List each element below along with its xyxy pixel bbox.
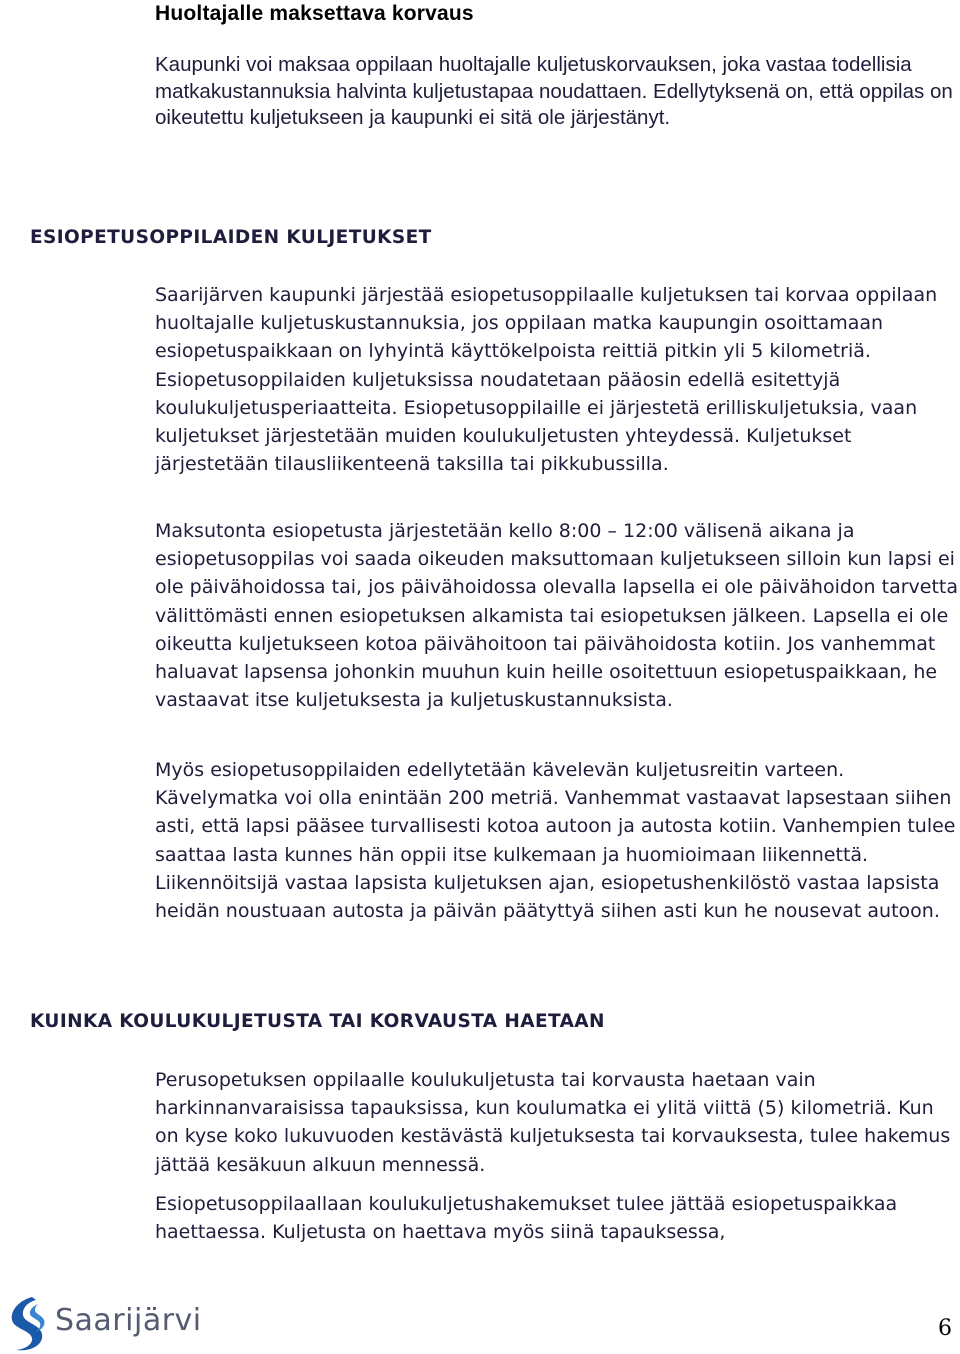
logo-swoosh-icon (2, 1294, 52, 1352)
section-heading-how-to-apply: KUINKA KOULUKULJETUSTA TAI KORVAUSTA HAETAAN (30, 1011, 605, 1032)
paragraph-preschool-transport-2: Maksutonta esiopetusta järjestetään kello 8:00 – 12:00 välisenä aikana ja esiopetusoppilas voi saada oikeuden maksuttomaan kuljetukseen silloin kun lapsi ei ole päivähoidossa tai, jos päivähoidossa olevalla lapsella ei ole päivähoidon tarvetta välittömästi ennen esiopetuksen alkamista tai esiopetuksen jälkeen. Lapsella ei ole oikeutta kuljetukseen kotoa päivähoitoon tai päivähoidosta kotiin. Jos vanhemmat haluavat lapsensa johonkin muuhun kuin heille osoitettuun esiopetuspaikkaan, he vastaavat itse kuljetuksesta ja kuljetuskustannuksista. (155, 520, 959, 712)
paragraph-preschool-transport-1: Saarijärven kaupunki järjestää esiopetusoppilaalle kuljetuksen tai korvaa oppilaan huoltajalle kuljetuskustannuksia, jos oppilaan matka kaupungin osoittamaan esiopetuspaikkaan on lyhyintä käyttökelpoista reittiä pitkin yli 5 kilometriä. Esiopetusoppilaiden kuljetuksissa noudatetaan pääosin edellä esitettyjä koulukuljetusperiaatteita. Esiopetusoppilaille ei järjestetä erilliskuljetuksia, vaan kuljetukset järjestetään muiden koulukuljetusten yhteydessä. Kuljetukset järjestetään tilausliikenteenä taksilla tai pikkubussilla. (155, 284, 938, 476)
section-heading-compensation: Huoltajalle maksettava korvaus (155, 2, 474, 25)
paragraph-preschool-transport-3: Myös esiopetusoppilaiden edellytetään kävelevän kuljetusreitin varteen. Kävelymatka voi olla enintään 200 metriä. Vanhemmat vastaavat lapsestaan siihen asti, että lapsi pääsee turvallisesti kotoa autoon ja autosta kotiin. Vanhempien tulee saattaa lasta kunnes hän oppii itse kulkemaan ja huomioimaan liikennettä. Liikennöitsijä vastaa lapsista kuljetuksen ajan, esiopetushenkilöstö vastaa lapsista heidän noustuaan autosta ja päivän päätyttyä siihen asti kun he nousevat autoon. (155, 759, 956, 923)
page-number: 6 (938, 1316, 952, 1341)
paragraph-how-to-apply-2: Esiopetusoppilaallaan koulukuljetushakemukset tulee jättää esiopetuspaikkaa haettaessa. Kuljetusta on haettava myös siinä tapauksessa, (155, 1193, 898, 1244)
paragraph-how-to-apply-1: Perusopetuksen oppilaalle koulukuljetusta tai korvausta haetaan vain harkinnanvaraisissa tapauksissa, kun koulumatka ei ylitä viittä (5) kilometriä. Kun on kyse koko lukuvuoden kestävästä kuljetuksesta tai korvauksesta, tulee hakemus jättää kesäkuun alkuun mennessä. (155, 1069, 951, 1176)
logo-text: Saarijärvi (55, 1303, 202, 1338)
saarijarvi-logo (0, 1294, 210, 1354)
paragraph-compensation: Kaupunki voi maksaa oppilaan huoltajalle kuljetuskorvauksen, joka vastaa todellisia matkakustannuksia halvinta kuljetustapaa noudattaen. Edellytyksenä on, että oppilas on oikeutettu kuljetukseen ja kaupunki ei sitä ole järjestänyt. (155, 53, 953, 129)
section-heading-preschool-transport: ESIOPETUSOPPILAIDEN KULJETUKSET (30, 227, 432, 248)
